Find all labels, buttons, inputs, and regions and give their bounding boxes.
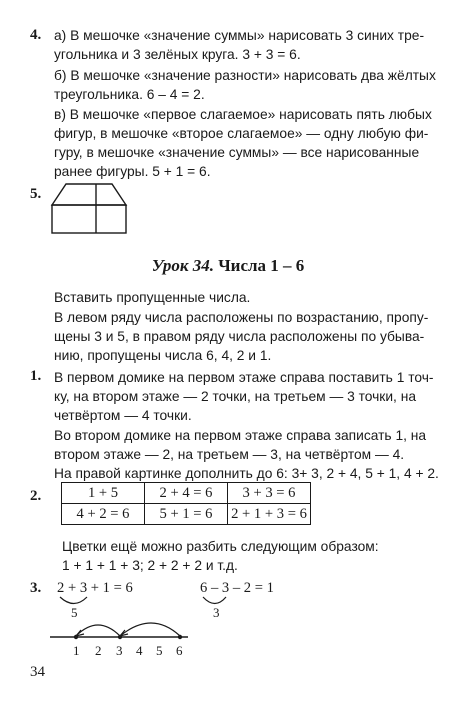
axis-label: 4 bbox=[136, 643, 143, 658]
task-1-line-3: четвёртом — 4 точки. bbox=[54, 408, 192, 423]
task-5-number: 5. bbox=[30, 186, 42, 202]
task-1-line-1: В первом домике на первом этаже справа поставить 1 точ- bbox=[54, 370, 434, 385]
task-3-number: 3. bbox=[30, 580, 42, 596]
page-number: 34 bbox=[30, 664, 45, 680]
task-4a-line-1: а) В мешочке «значение суммы» нарисовать 3 синих тре- bbox=[54, 28, 425, 43]
tick-dot-1 bbox=[74, 635, 78, 639]
table-cell: 2 + 1 + 3 = 6 bbox=[228, 504, 311, 525]
sums-table bbox=[61, 482, 311, 525]
table-cell: 2 + 4 = 6 bbox=[145, 483, 228, 504]
intro-line-4: нию, пропущены числа 6, 4, 2 и 1. bbox=[54, 348, 272, 363]
task-4a-line-2: угольника и 3 зелёных круга. 3 + 3 = 6. bbox=[54, 47, 301, 62]
lesson-title bbox=[0, 256, 456, 276]
house-roof bbox=[52, 184, 126, 205]
tick-dot-3 bbox=[118, 635, 122, 639]
table-cell: 3 + 3 = 6 bbox=[228, 483, 311, 504]
task-1-line-4: Во втором домике на первом этаже справа записать 1, на bbox=[54, 428, 427, 443]
house-body bbox=[52, 205, 126, 233]
task-3-subtotal-1: 5 bbox=[71, 605, 78, 620]
task-4c-line-3: гуру, в мешочке «значение суммы» — все нарисованные bbox=[54, 145, 420, 160]
task-3-subtotal-2: 3 bbox=[213, 605, 220, 620]
tick-dot-6 bbox=[178, 635, 182, 639]
task-4b-line-2: треугольника. 6 – 4 = 2. bbox=[54, 87, 205, 102]
house-figure bbox=[50, 178, 130, 238]
lesson-number: Урок 34. bbox=[151, 256, 214, 275]
lesson-topic: Числа 1 – 6 bbox=[218, 256, 305, 275]
task-1-line-2: ку, на втором этаже — 2 точки, на третьем — 3 точки, на bbox=[54, 389, 416, 404]
task-4-number: 4. bbox=[30, 27, 42, 43]
grouping-bracket-2 bbox=[203, 597, 226, 604]
axis-label: 2 bbox=[95, 643, 102, 658]
table-row bbox=[62, 483, 311, 504]
task-1-line-5: втором этаже — 2, на третьем — 3, на четвёртом — 4. bbox=[54, 447, 405, 462]
task-2-line-2: 1 + 1 + 1 + 3; 2 + 2 + 2 и т.д. bbox=[62, 558, 238, 573]
table-cell: 5 + 1 = 6 bbox=[145, 504, 228, 525]
intro-line-2: В левом ряду числа расположены по возрастанию, пропу- bbox=[54, 310, 429, 325]
table-row bbox=[62, 504, 311, 525]
jump-arc-2 bbox=[120, 623, 180, 636]
task-2-line-1: Цветки ещё можно разбить следующим образом: bbox=[62, 539, 379, 554]
task-1-number: 1. bbox=[30, 368, 42, 384]
axis-label: 3 bbox=[116, 643, 123, 658]
task-4c-line-2: фигур, в мешочке «второе слагаемое» — одну любую фи- bbox=[54, 126, 429, 141]
task-4c-line-4: ранее фигуры. 5 + 1 = 6. bbox=[54, 164, 211, 179]
task-4c-line-1: в) В мешочке «первое слагаемое» нарисовать пять любых bbox=[54, 107, 432, 122]
task-1-line-6: На правой картинке дополнить до 6: 3+ 3, 2 + 4, 5 + 1, 4 + 2. bbox=[54, 466, 439, 481]
task-3-expression-1: 2 + 3 + 1 = 6 bbox=[57, 580, 133, 596]
task-3-expression-2: 6 – 3 – 2 = 1 bbox=[200, 580, 274, 596]
task-2-number: 2. bbox=[30, 488, 42, 504]
table-cell: 1 + 5 bbox=[62, 483, 145, 504]
axis-label: 5 bbox=[156, 643, 163, 658]
intro-line-3: щены 3 и 5, в правом ряду числа расположены по убыва- bbox=[54, 329, 425, 344]
table-cell: 4 + 2 = 6 bbox=[62, 504, 145, 525]
axis-label: 1 bbox=[73, 643, 80, 658]
axis-label: 6 bbox=[176, 643, 183, 658]
grouping-bracket-1 bbox=[60, 597, 87, 604]
task-4b-line-1: б) В мешочке «значение разности» нарисовать два жёлтых bbox=[54, 68, 436, 83]
intro-line-1: Вставить пропущенные числа. bbox=[54, 290, 251, 305]
